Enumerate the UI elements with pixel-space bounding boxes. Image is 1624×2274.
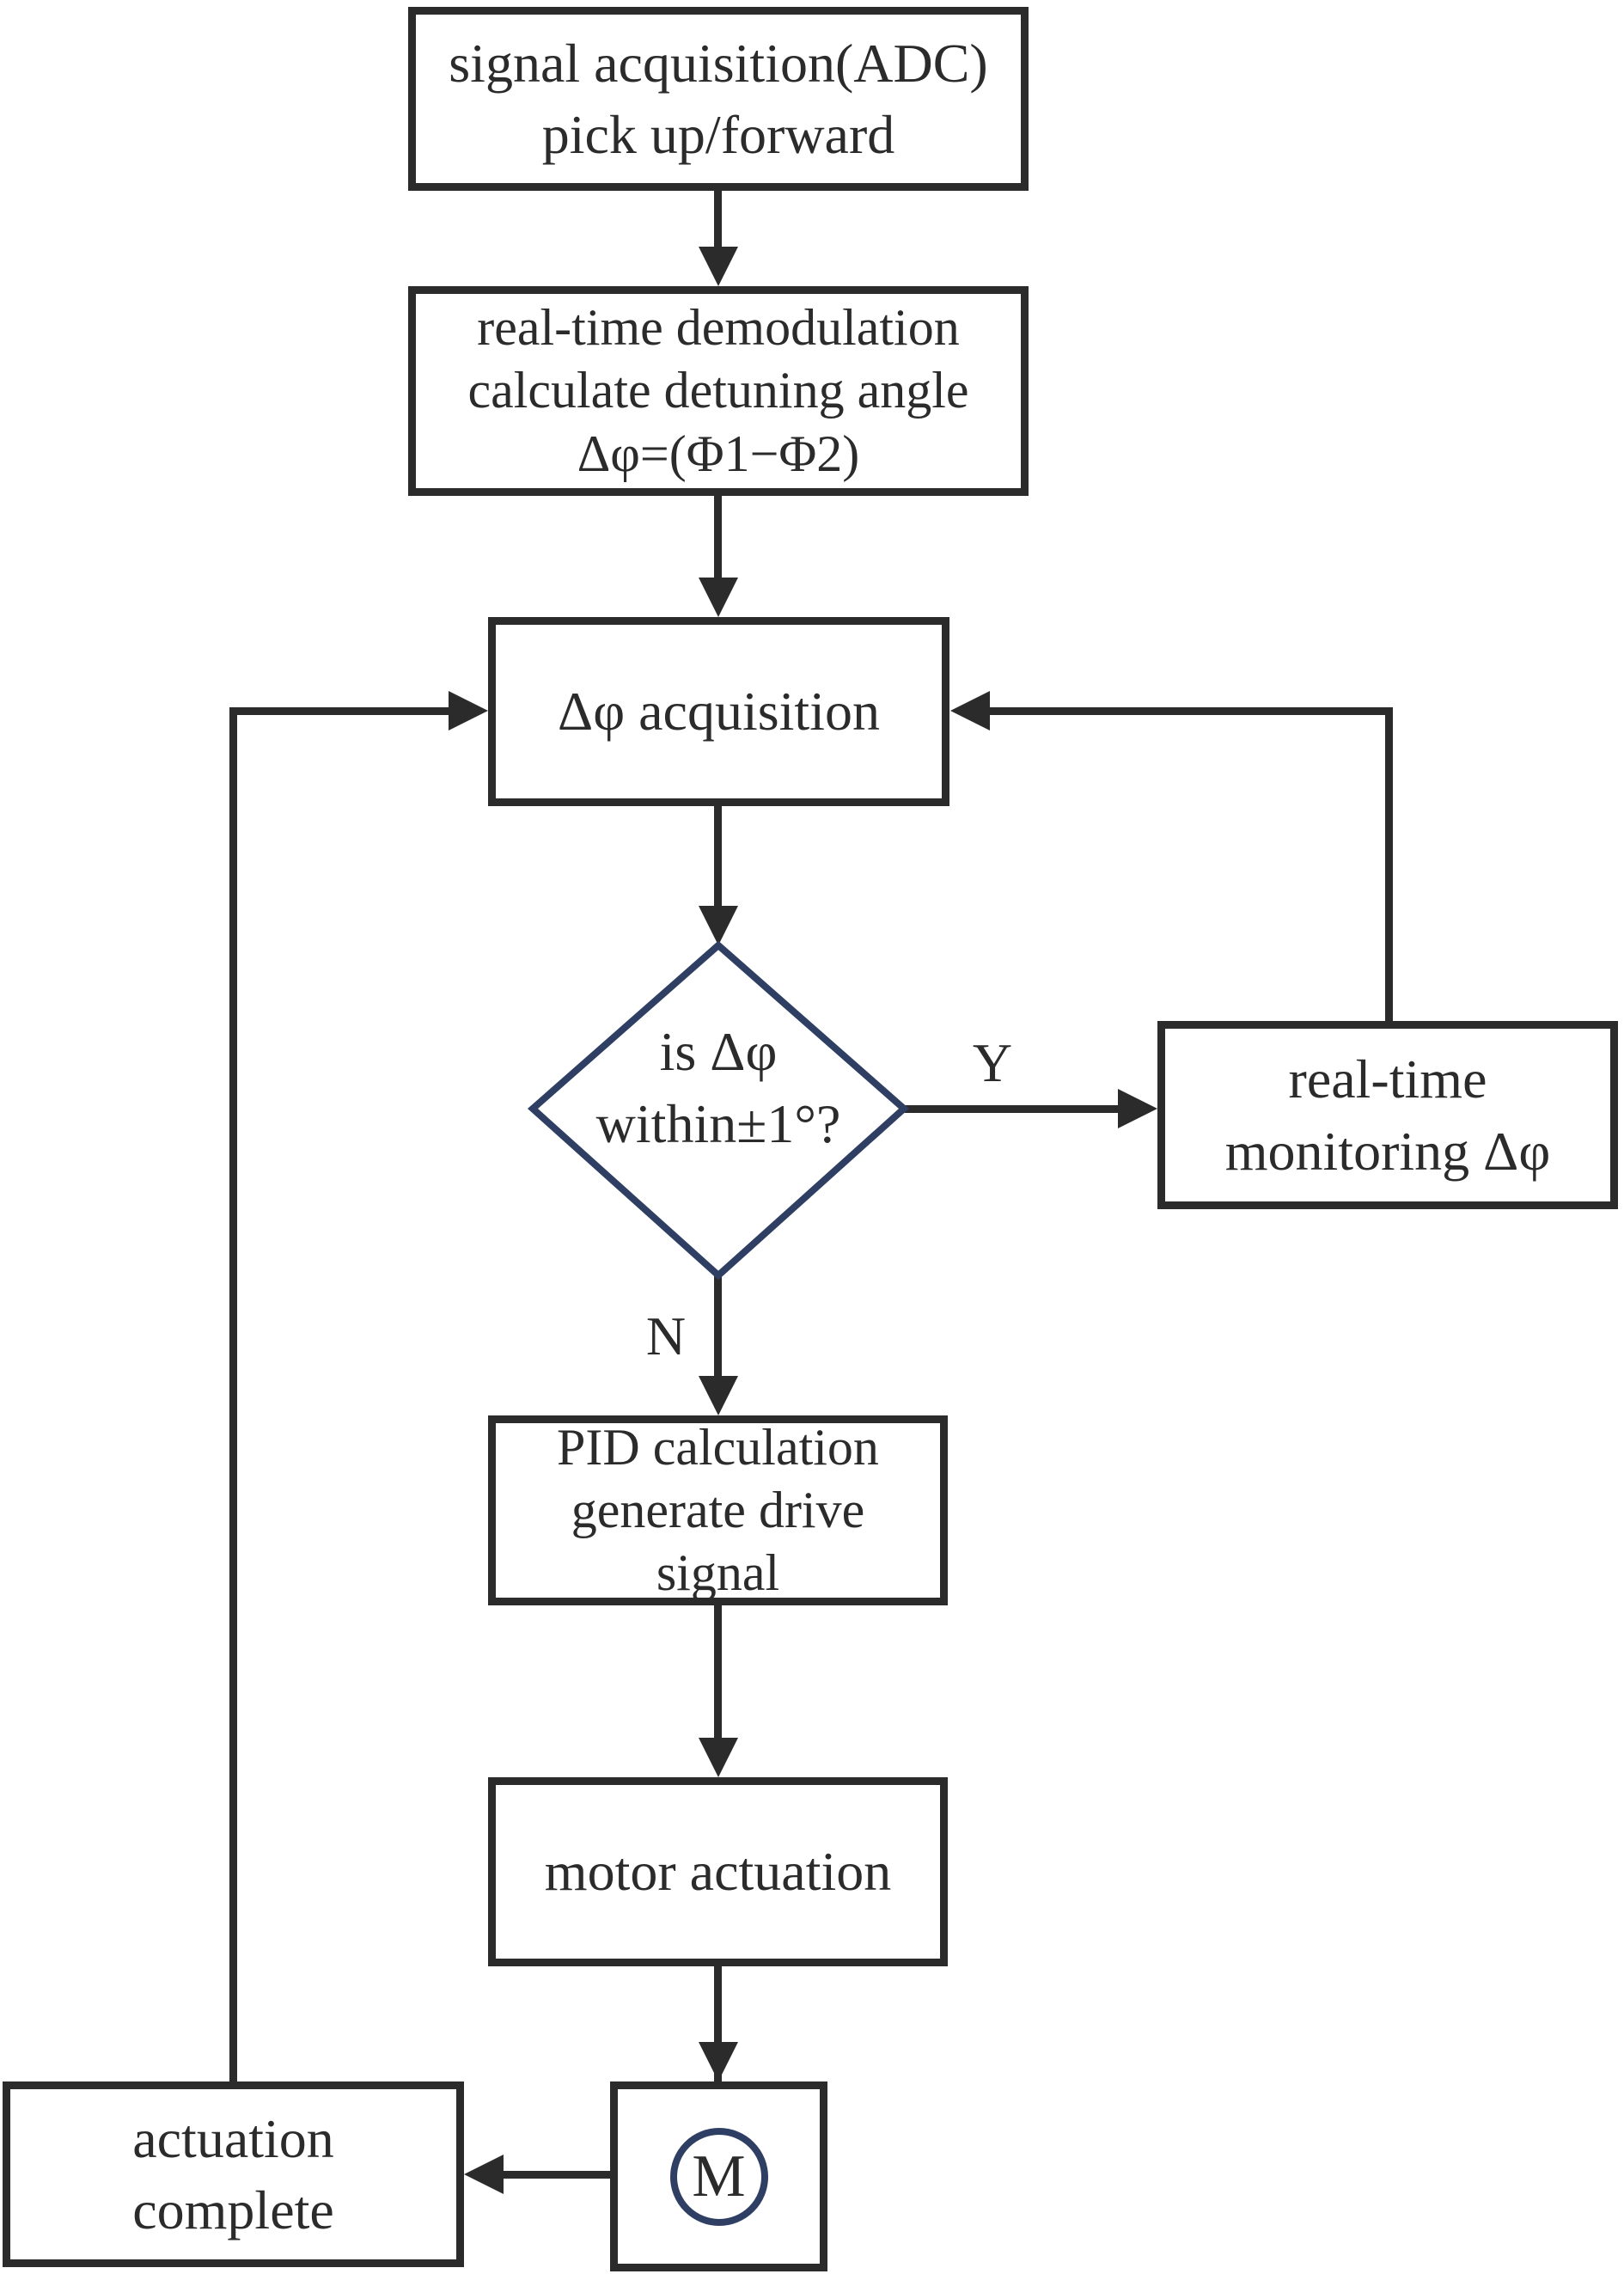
edge-pid-to-motor bbox=[714, 1605, 722, 1739]
arrowhead-complete-to-acquisition bbox=[449, 691, 488, 730]
node-actuation-complete bbox=[3, 2081, 464, 2267]
arrowhead-decision-to-pid bbox=[699, 1376, 738, 1415]
arrowhead-pid-to-motor bbox=[699, 1738, 738, 1777]
complete-line1: actuation bbox=[132, 2107, 334, 2169]
monitoring-line1: real-time bbox=[1288, 1048, 1487, 1110]
edge-complete-loop-horizontal bbox=[229, 707, 449, 715]
pid-line1: PID calculation bbox=[557, 1418, 879, 1476]
decision-text bbox=[533, 1016, 904, 1161]
node-motor-symbol bbox=[610, 2081, 827, 2271]
demod-line3: Δφ=(Φ1−Φ2) bbox=[577, 425, 860, 482]
edge-decision-to-monitoring bbox=[901, 1105, 1118, 1113]
arrowhead-m-to-complete bbox=[464, 2155, 504, 2194]
acquisition-label: Δφ acquisition bbox=[558, 681, 880, 743]
monitoring-line2: monitoring Δφ bbox=[1224, 1120, 1551, 1182]
motor-circle-icon bbox=[670, 2128, 768, 2226]
edge-monitoring-loop-vertical bbox=[1385, 707, 1393, 1021]
edge-m-to-complete bbox=[504, 2171, 610, 2179]
motor-symbol-letter: M bbox=[692, 2143, 746, 2210]
edge-demod-to-acquisition bbox=[714, 496, 722, 578]
decision-line2: within±1°? bbox=[595, 1093, 841, 1155]
arrowhead-motor-to-m bbox=[699, 2042, 738, 2081]
node-motor-actuation bbox=[488, 1777, 948, 1966]
signal-line1: signal acquisition(ADC) bbox=[449, 32, 988, 94]
complete-line2: complete bbox=[132, 2179, 334, 2240]
demod-line2: calculate detuning angle bbox=[467, 362, 969, 419]
demod-line1: real-time demodulation bbox=[477, 299, 960, 357]
edge-monitoring-loop-horizontal bbox=[990, 707, 1393, 715]
motor-label: motor actuation bbox=[544, 1841, 892, 1903]
label-no: N bbox=[645, 1305, 687, 1366]
edge-signal-to-demod bbox=[714, 191, 722, 248]
node-pid-calculation bbox=[488, 1415, 948, 1605]
edge-acquisition-to-decision bbox=[714, 806, 722, 908]
arrowhead-decision-to-monitoring bbox=[1118, 1089, 1157, 1128]
node-signal-acquisition bbox=[408, 7, 1029, 191]
node-realtime-monitoring bbox=[1157, 1021, 1618, 1209]
decision-line1: is Δφ bbox=[659, 1021, 778, 1082]
pid-line3: signal bbox=[656, 1544, 780, 1602]
signal-line2: pick up/forward bbox=[541, 104, 895, 165]
edge-complete-loop-vertical bbox=[229, 707, 237, 2081]
label-yes: Y bbox=[972, 1032, 1013, 1093]
node-demodulation bbox=[408, 286, 1029, 496]
arrowhead-monitoring-to-acquisition bbox=[950, 691, 990, 730]
arrowhead-demod-to-acquisition bbox=[699, 578, 738, 617]
node-phase-acquisition bbox=[488, 617, 949, 806]
arrowhead-signal-to-demod bbox=[699, 247, 738, 286]
pid-line2: generate drive bbox=[571, 1481, 865, 1538]
